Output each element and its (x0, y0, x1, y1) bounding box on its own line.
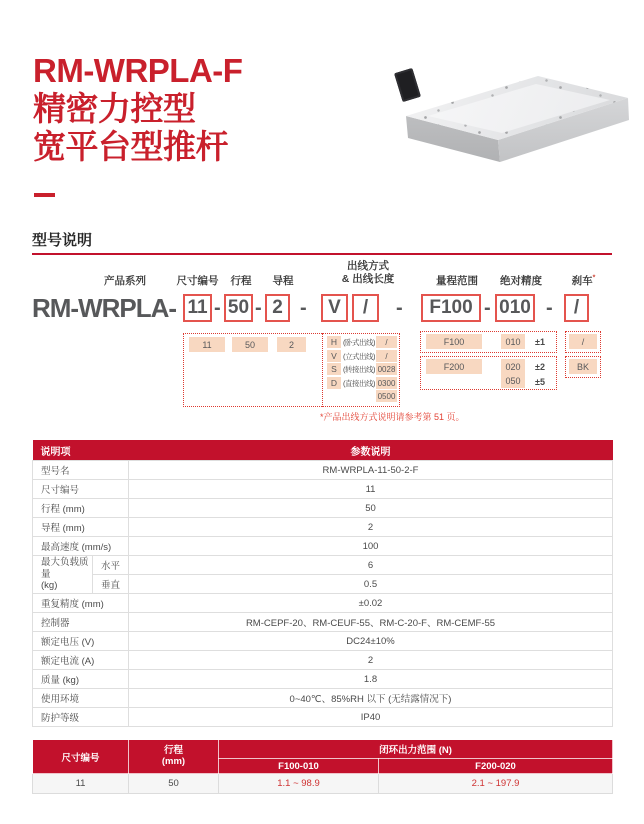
force-header-stroke (129, 740, 219, 774)
model-segment-wiring-type: V (321, 294, 348, 322)
spec-value: 11 (129, 480, 613, 499)
option-wiring-length: / (376, 350, 397, 362)
model-dash: - (214, 296, 221, 319)
option-range-f200: F200 (426, 359, 482, 374)
force-header-range: 闭环出力范围 (N) (219, 740, 613, 759)
spec-value: ±0.02 (129, 594, 613, 613)
option-wiring-code: D (327, 377, 341, 389)
table-row (33, 461, 613, 480)
spec-value: IP40 (129, 708, 613, 727)
spec-label-load-line1: 最大负载质量 (41, 556, 89, 580)
force-range-f200: 2.1 ~ 197.9 (379, 774, 613, 794)
table-row (33, 499, 613, 518)
model-dash: - (255, 296, 262, 319)
table-row (33, 774, 613, 794)
table-row (33, 670, 613, 689)
table-row (33, 708, 613, 727)
spec-value: RM-CEPF-20、RM-CEUF-55、RM-C-20-F、RM-CEMF-55 (129, 613, 613, 632)
page-title-line3: 宽平台型推杆 (33, 128, 228, 165)
option-wiring-label: (立式出线) (343, 351, 375, 361)
spec-label: 额定电压 (V) (33, 632, 129, 651)
option-tolerance-2: ±2 (535, 361, 545, 372)
spec-value: 50 (129, 499, 613, 518)
option-range-f100: F100 (426, 334, 482, 349)
spec-header-item: 说明项 (33, 440, 129, 461)
model-dash: - (300, 296, 307, 319)
model-segment-stroke: 50 (224, 294, 253, 322)
title-accent-dash (34, 193, 55, 197)
field-label-wiring-line2: & 出线长度 (341, 273, 395, 285)
force-range-f100: 1.1 ~ 98.9 (219, 774, 379, 794)
option-wiring-length: 0300 (377, 378, 396, 388)
option-tolerance-5: ±5 (535, 376, 545, 387)
option-tolerance-1: ±1 (535, 336, 545, 347)
model-dash: - (484, 296, 491, 319)
spec-label: 最高速度 (mm/s) (33, 537, 129, 556)
spec-value: 2 (129, 651, 613, 670)
spec-value: RM-WRPLA-11-50-2-F (129, 461, 613, 480)
spec-label-load (33, 556, 93, 594)
option-wiring-length: 0500 (377, 391, 396, 401)
field-label-accuracy: 绝对精度 (500, 275, 542, 287)
spec-label: 额定电流 (A) (33, 651, 129, 670)
spec-label: 尺寸编号 (33, 480, 129, 499)
option-wiring-label: (转接出线) (343, 364, 375, 374)
option-wiring-code: H (327, 336, 341, 348)
field-label-brake-text: 刹车 (571, 275, 593, 287)
wiring-footnote: *产品出线方式说明请参考第 51 页。 (320, 412, 465, 422)
option-wiring-label: (卧式出线) (343, 337, 375, 347)
product-image-connector (394, 68, 421, 102)
option-accuracy-010: 010 (501, 334, 525, 349)
option-stroke: 50 (232, 337, 268, 352)
force-header-stroke-line1: 行程 (163, 745, 183, 757)
spec-label: 重复精度 (mm) (33, 594, 129, 613)
table-row (33, 575, 613, 594)
spec-label: 行程 (mm) (33, 499, 129, 518)
spec-label: 使用环境 (33, 689, 129, 708)
option-wiring-code: S (327, 363, 341, 375)
model-segment-brake: / (564, 294, 589, 322)
section-title-model: 型号说明 (32, 232, 93, 249)
field-label-brake-footnote-mark: * (592, 274, 596, 282)
spec-label: 防护等级 (33, 708, 129, 727)
field-label-lead: 导程 (272, 275, 294, 287)
spec-value: 0~40℃、85%RH 以下 (无结露情况下) (129, 689, 613, 708)
field-label-range: 量程范围 (436, 275, 478, 287)
option-wiring-code: V (327, 350, 341, 362)
force-header-row1 (33, 740, 613, 759)
spec-label: 质量 (kg) (33, 670, 129, 689)
force-size: 11 (33, 774, 129, 794)
option-brake-none: / (569, 334, 597, 349)
force-stroke: 50 (129, 774, 219, 794)
model-segment-wiring-length: / (352, 294, 379, 322)
option-wiring-label: (直接出线) (343, 378, 375, 388)
table-row (33, 556, 613, 575)
section-rule (32, 253, 612, 255)
product-image (398, 70, 634, 172)
spec-header-value: 参数说明 (129, 440, 613, 461)
force-table (32, 739, 613, 794)
force-header-size: 尺寸编号 (33, 740, 129, 774)
option-accuracy-020: 020 (501, 359, 525, 374)
force-header-f100: F100-010 (219, 759, 379, 774)
model-segment-lead: 2 (265, 294, 290, 322)
field-label-size: 尺寸编号 (176, 275, 219, 287)
option-lead: 2 (277, 337, 306, 352)
model-segment-range: F100 (421, 294, 481, 322)
spec-label-load-line2: (kg) (41, 580, 58, 592)
field-label-series: 产品系列 (104, 275, 146, 287)
option-accuracy-050: 050 (501, 374, 525, 388)
field-label-brake (556, 273, 611, 288)
option-wiring-length: 0028 (377, 364, 396, 374)
model-dash: - (546, 296, 553, 319)
field-label-stroke: 行程 (230, 275, 252, 287)
spec-label: 型号名 (33, 461, 129, 480)
table-row (33, 651, 613, 670)
page-title-line1: RM-WRPLA-F (33, 52, 243, 89)
spec-value: 1.8 (129, 670, 613, 689)
spec-value: DC24±10% (129, 632, 613, 651)
model-segment-size: 11 (183, 294, 212, 322)
spec-sublabel: 水平 (93, 556, 129, 575)
field-label-wiring-line1: 出线方式 (347, 260, 389, 272)
field-label-wiring (318, 260, 418, 286)
spec-label: 导程 (mm) (33, 518, 129, 537)
spec-sublabel: 垂直 (93, 575, 129, 594)
table-row (33, 480, 613, 499)
table-row (33, 594, 613, 613)
table-row (33, 632, 613, 651)
table-row (33, 689, 613, 708)
spec-value: 6 (129, 556, 613, 575)
option-brake-bk: BK (569, 359, 597, 374)
model-segment-accuracy: 010 (495, 294, 535, 322)
force-header-stroke-line2: (mm) (161, 755, 186, 767)
spec-value: 2 (129, 518, 613, 537)
spec-value: 0.5 (129, 575, 613, 594)
spec-label: 控制器 (33, 613, 129, 632)
option-wiring-length: / (376, 336, 397, 348)
spec-table (32, 440, 613, 727)
page-title (33, 52, 242, 166)
table-row (33, 613, 613, 632)
table-row (33, 518, 613, 537)
model-dash: - (396, 296, 403, 319)
table-row (33, 537, 613, 556)
spec-header-row (33, 440, 613, 461)
force-header-f200: F200-020 (379, 759, 613, 774)
page-title-line2: 精密力控型 (33, 90, 196, 127)
model-prefix: RM-WRPLA- (32, 293, 177, 323)
spec-value: 100 (129, 537, 613, 556)
option-size: 11 (189, 337, 225, 352)
